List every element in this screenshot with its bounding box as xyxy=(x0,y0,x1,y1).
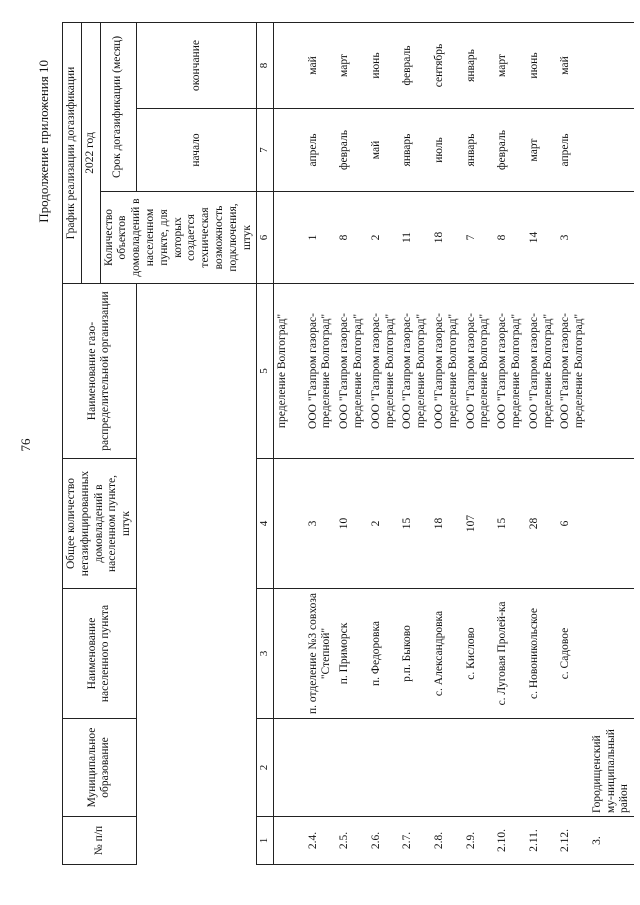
table-row xyxy=(526,22,558,864)
municipality-cell xyxy=(368,719,400,817)
table-row xyxy=(431,22,463,864)
start-month-cell: апрель xyxy=(305,109,337,192)
row-number: 2.6. xyxy=(368,817,400,865)
settlement-cell: с. Александровка xyxy=(431,589,463,719)
gasification-schedule-table xyxy=(62,22,634,865)
row-number: 2.5. xyxy=(336,817,368,865)
table-row xyxy=(589,22,634,864)
column-number: 8 xyxy=(257,22,273,108)
col-header-year: 2022 год xyxy=(81,22,100,283)
total-households-cell: 6 xyxy=(557,459,589,589)
municipality-cell xyxy=(336,719,368,817)
settlement-cell: с. Новоникольское xyxy=(526,589,558,719)
table-row xyxy=(494,22,526,864)
municipality-cell xyxy=(557,719,589,817)
row-number: 2.9. xyxy=(463,817,495,865)
gas-org-cell: ООО "Газпром газорас-пределение Волгоград" xyxy=(305,284,337,459)
municipality-cell xyxy=(431,719,463,817)
total-households-cell: 15 xyxy=(494,459,526,589)
table-row xyxy=(305,22,337,864)
total-households-cell: 107 xyxy=(463,459,495,589)
column-number: 5 xyxy=(257,284,273,459)
row-number: 2.10. xyxy=(494,817,526,865)
total-households-cell: 10 xyxy=(336,459,368,589)
end-month-cell: май xyxy=(305,22,337,108)
column-number: 1 xyxy=(257,817,273,865)
objects-count-cell: 14 xyxy=(526,192,558,284)
col-header-gas-org: Наименование газо-распределительной организации xyxy=(63,284,137,459)
col-header-schedule: График реализации догазификации xyxy=(63,22,82,283)
end-month-cell: январь xyxy=(463,22,495,108)
table-row xyxy=(336,22,368,864)
municipality-cell xyxy=(526,719,558,817)
gas-org-cell: ООО "Газпром газорас-пределение Волгоград" xyxy=(399,284,431,459)
column-number: 3 xyxy=(257,589,273,719)
column-number: 4 xyxy=(257,459,273,589)
end-month-cell: сентябрь xyxy=(431,22,463,108)
settlement-cell: с. Садовое xyxy=(557,589,589,719)
table-row xyxy=(463,22,495,864)
appendix-title: Продолжение приложения 10 xyxy=(36,60,51,223)
settlement-cell: п. Федоровка xyxy=(368,589,400,719)
end-month-cell: март xyxy=(494,22,526,108)
municipality-cell xyxy=(463,719,495,817)
end-month-cell: июнь xyxy=(526,22,558,108)
start-month-cell: февраль xyxy=(336,109,368,192)
municipality-cell: Городищенский му-ниципальный район xyxy=(589,719,634,817)
column-number: 2 xyxy=(257,719,273,817)
col-header-objects-count: Количество объектов домовладений в населенном пункте, для которых создается техническая возможность подключения, штук xyxy=(100,192,257,284)
start-month-cell: январь xyxy=(399,109,431,192)
row-number: 3. xyxy=(589,817,634,865)
gas-org-cell: ООО "Газпром газорас-пределение Волгоград" xyxy=(431,284,463,459)
objects-count-cell: 11 xyxy=(399,192,431,284)
end-month-cell: июнь xyxy=(368,22,400,108)
column-number: 6 xyxy=(257,192,273,284)
table-row xyxy=(557,22,589,864)
col-header-total-households: Общее количество негазифицированных домовладений в населенном пункте, штук xyxy=(63,459,137,589)
gas-org-cell: ООО "Газпром газорас-пределение Волгоград" xyxy=(336,284,368,459)
settlement-cell: с. Кислово xyxy=(463,589,495,719)
gas-org-cell: ООО "Газпром газорас-пределение Волгоград" xyxy=(368,284,400,459)
settlement-cell: с. Луговая Пролей-ка xyxy=(494,589,526,719)
total-households-cell: 3 xyxy=(305,459,337,589)
gas-org-cell: ООО "Газпром газорас-пределение Волгоград" xyxy=(526,284,558,459)
municipality-cell xyxy=(494,719,526,817)
col-header-end: окончание xyxy=(136,22,256,108)
row-number: 2.7. xyxy=(399,817,431,865)
objects-count-cell: 8 xyxy=(336,192,368,284)
start-month-cell: март xyxy=(526,109,558,192)
row-number: 2.12. xyxy=(557,817,589,865)
start-month-cell: май xyxy=(368,109,400,192)
total-households-cell: 28 xyxy=(526,459,558,589)
col-header-num: № п/п xyxy=(63,817,137,865)
gas-org-cell: пределение Волгоград" xyxy=(273,284,305,459)
row-number: 2.4. xyxy=(305,817,337,865)
table-row xyxy=(368,22,400,864)
objects-count-cell: 1 xyxy=(305,192,337,284)
objects-count-cell: 8 xyxy=(494,192,526,284)
start-month-cell: январь xyxy=(463,109,495,192)
municipality-cell xyxy=(305,719,337,817)
end-month-cell: февраль xyxy=(399,22,431,108)
objects-count-cell: 7 xyxy=(463,192,495,284)
objects-count-cell: 2 xyxy=(368,192,400,284)
table-row xyxy=(273,22,305,864)
table-row xyxy=(399,22,431,864)
row-number: 2.8. xyxy=(431,817,463,865)
row-number: 2.11. xyxy=(526,817,558,865)
gas-org-cell: ООО "Газпром газорас-пределение Волгоград" xyxy=(494,284,526,459)
settlement-cell: п. Приморск xyxy=(336,589,368,719)
total-households-cell: 18 xyxy=(431,459,463,589)
settlement-cell: р.п. Быково xyxy=(399,589,431,719)
start-month-cell: апрель xyxy=(557,109,589,192)
col-header-start: начало xyxy=(136,109,256,192)
end-month-cell: май xyxy=(557,22,589,108)
settlement-cell: п. отделение №3 совхоза "Степной" xyxy=(305,589,337,719)
total-households-cell: 2 xyxy=(368,459,400,589)
total-households-cell: 15 xyxy=(399,459,431,589)
col-header-term: Срок догазификации (месяц) xyxy=(100,22,136,191)
start-month-cell: февраль xyxy=(494,109,526,192)
column-number: 7 xyxy=(257,109,273,192)
col-header-municipality: Муниципальное образование xyxy=(63,719,137,817)
gas-org-cell: ООО "Газпром газорас-пределение Волгоград" xyxy=(557,284,589,459)
objects-count-cell: 18 xyxy=(431,192,463,284)
page-number: 76 xyxy=(18,438,33,452)
col-header-settlement: Наименование населенного пункта xyxy=(63,589,137,719)
gas-org-cell: ООО "Газпром газорас-пределение Волгоград" xyxy=(463,284,495,459)
objects-count-cell: 3 xyxy=(557,192,589,284)
end-month-cell: март xyxy=(336,22,368,108)
start-month-cell: июль xyxy=(431,109,463,192)
municipality-cell xyxy=(399,719,431,817)
